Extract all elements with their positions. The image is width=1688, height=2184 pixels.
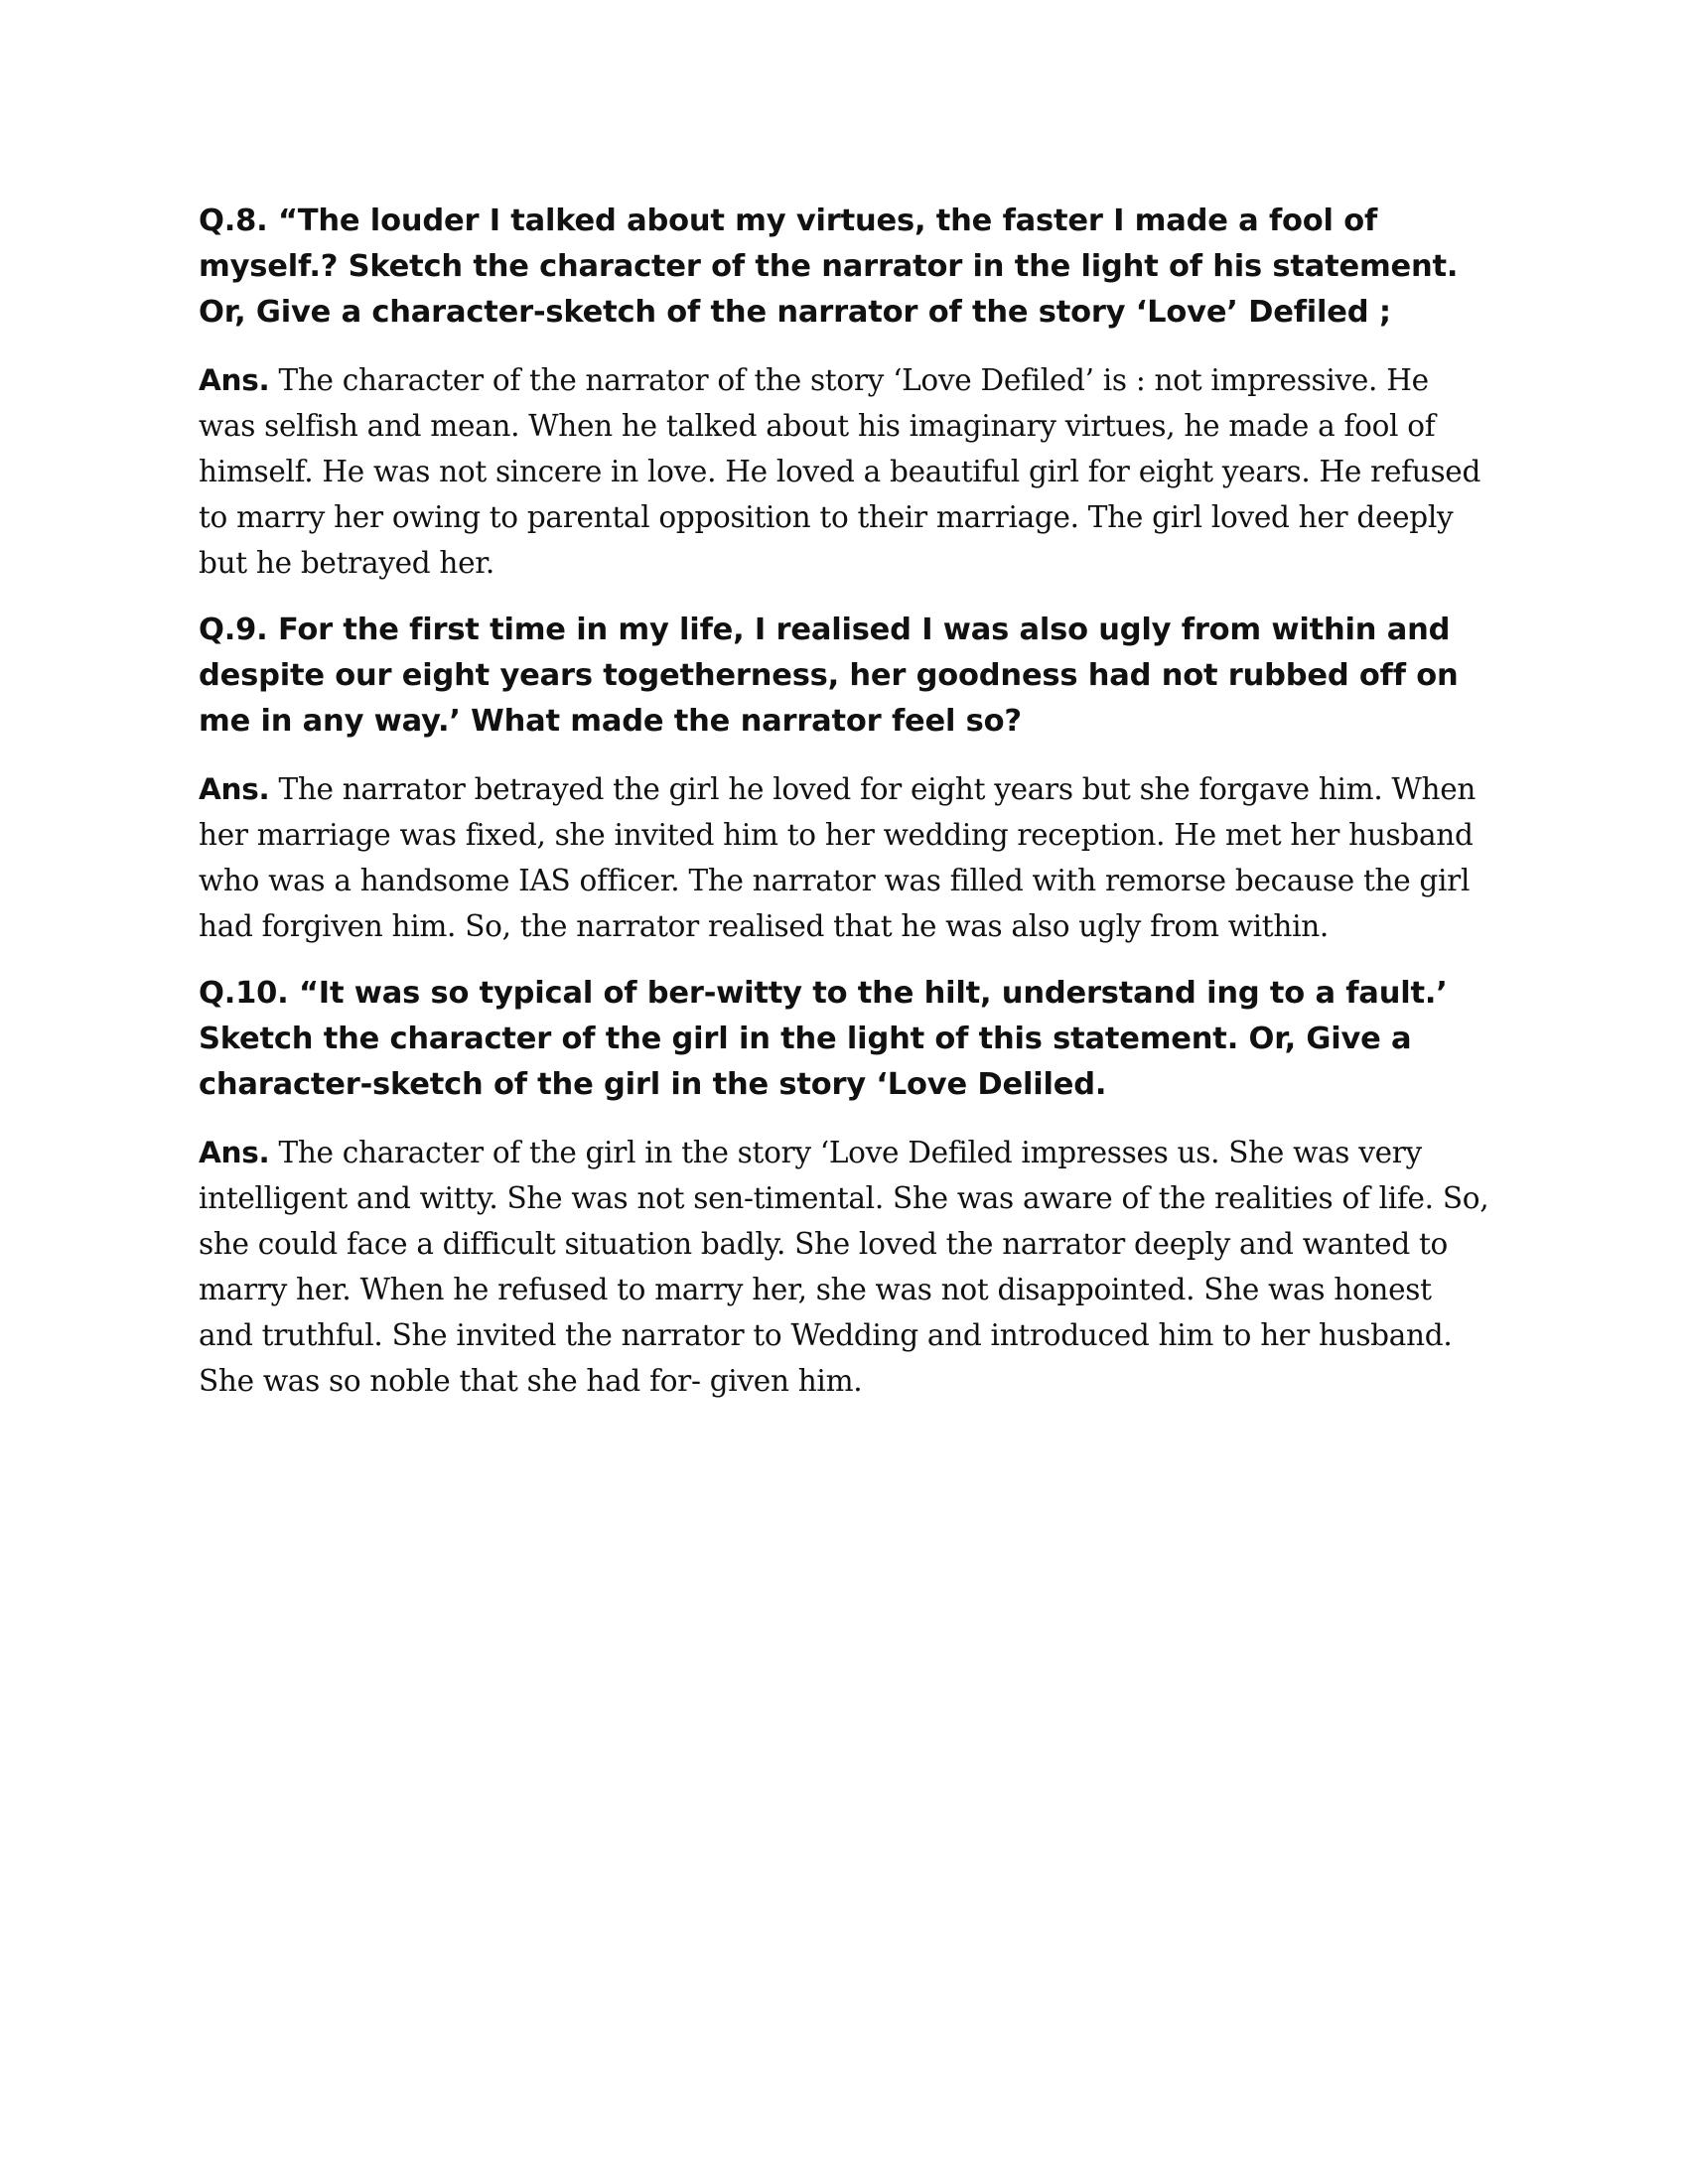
qa-block-q8 xyxy=(199,199,1489,586)
question-text: Q.8. “The louder I talked about my virtues, the faster I made a fool of myself.? Sketch the character of the narrator in the light of his statement. Or, Give a character-sketch of the narrator of the story ‘Love’ Defiled ; xyxy=(199,204,1459,330)
answer-paragraph xyxy=(199,357,1489,586)
qa-block-q9 xyxy=(199,608,1489,949)
answer-paragraph xyxy=(199,766,1489,949)
answer-text: The character of the narrator of the story ‘Love Defiled’ is : not impressive. He was selfish and mean. When he talked about his imaginary virtues, he made a fool of himself. He was not sincere in love. He loved a beautiful girl for eight years. He refused to marry her owing to parental opposition to their marriage. The girl loved her deeply but he betrayed her. xyxy=(199,363,1481,580)
answer-label: Ans. xyxy=(199,772,270,806)
question-text: Q.10. “It was so typical of ber-witty to the hilt, understand ing to a fault.’ Sketch the character of the girl in the light of this statement. Or, Give a character-sketch of the girl in the story ‘Love Deliled. xyxy=(199,976,1448,1102)
answer-text: The character of the girl in the story ‘Love Defiled impresses us. She was very intelligent and witty. She was not sen-timental. She was aware of the realities of life. So, she could face a difficult situation badly. She loved the narrator deeply and wanted to marry her. When he refused to marry her, she was not disappointed. She was honest and truthful. She invited the narrator to Wedding and introduced him to her husband. She was so noble that she had for- given him. xyxy=(199,1136,1489,1398)
document-page xyxy=(199,199,1489,1426)
answer-paragraph xyxy=(199,1130,1489,1404)
answer-label: Ans. xyxy=(199,363,270,397)
qa-block-q10 xyxy=(199,971,1489,1404)
answer-label: Ans. xyxy=(199,1136,270,1169)
question-text: Q.9. For the first time in my life, I realised I was also ugly from within and despite our eight years togetherness, her goodness had not rubbed off on me in any way.’ What made the narrator feel so? xyxy=(199,613,1459,739)
answer-text: The narrator betrayed the girl he loved for eight years but she forgave him. When her marriage was fixed, she invited him to her wedding reception. He met her husband who was a handsome IAS officer. The narrator was filled with remorse because the girl had forgiven him. So, the narrator realised that he was also ugly from within. xyxy=(199,772,1477,943)
